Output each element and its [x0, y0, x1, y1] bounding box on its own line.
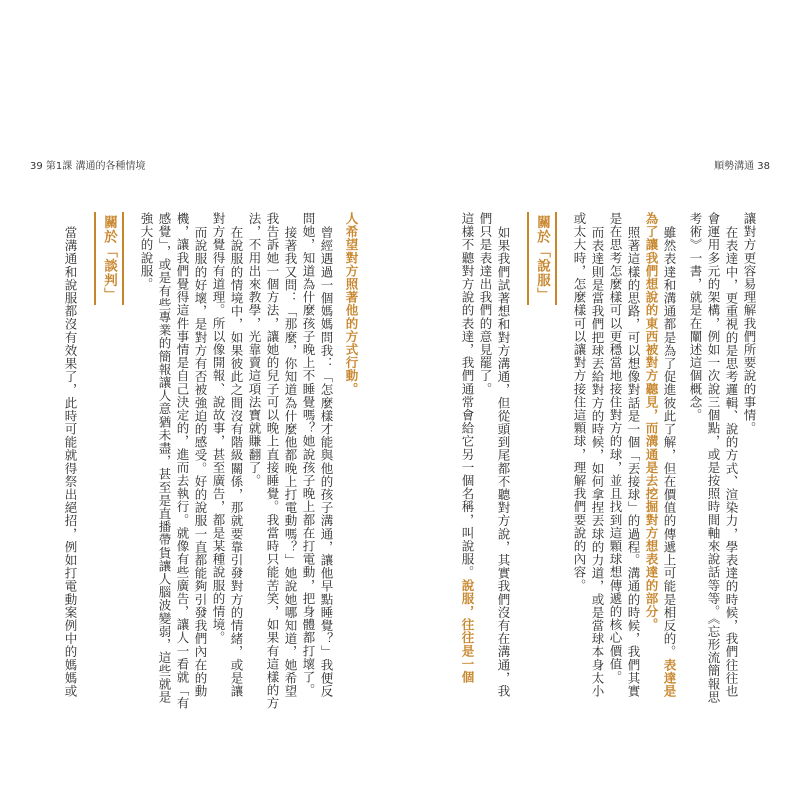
- page-header-right: 順勢溝通 38: [714, 161, 770, 172]
- body-column: [461, 212, 474, 684]
- body-column: 考術》一書，就是在闡述這個概念。: [688, 212, 703, 422]
- highlight-text: 表達是: [662, 658, 677, 698]
- body-column: 接著我又問：「那麼，你知道為什麼他都晚上打電動嗎？」她說她哪知道，她希望: [283, 226, 298, 698]
- body-column: [663, 226, 676, 698]
- body-column: 是在思考怎麼樣可以更穩當地接住對方的球，並且找到這顆球想傳遞的核心價值。: [608, 212, 623, 684]
- section-subheading: 人希望對方照著他的方式行動。: [344, 212, 359, 396]
- body-column: 曾經遇過一個媽媽問我：「怎麼樣才能與他的孩子溝通，讓他早點睡覺？」我便反: [319, 226, 334, 698]
- body-column: 機，讓我們覺得這件事情是自己決定的，進而去執行。就像有些廣告，讓人一看就「有: [175, 212, 190, 710]
- body-column: 感覺」，或是有些專業的簡報讓人意猶未盡，甚至是直播帶貨讓人腦波變弱，這些就是: [157, 212, 172, 704]
- body-column: 而表達則是當我們把球丟給對方的時候，如何拿捏丟球的力道，或是當球本身太小: [590, 226, 605, 698]
- body-column: 法，不用出來教學，光靠賣這項法寶就賺翻了。: [247, 212, 262, 488]
- body-text: 雖然表達和溝通都是為了促進彼此了解，但在價值的傳遞上可能是相反的。: [662, 226, 677, 659]
- body-column: 照著這樣的思路，可以想像對話是一個「丟接球」的過程。溝通的時候，我們其實: [626, 226, 641, 698]
- highlight-text: 說服，往往是一個: [460, 578, 475, 684]
- body-column: 問她，知道為什麼孩子晚上不睡覺嗎？她說孩子晚上都在打電動，把身體都打壞了。: [301, 212, 316, 697]
- body-column: 當溝通和說服都沒有效果了，此時可能就得祭出絕招，例如打電動案例中的媽媽或: [63, 226, 78, 698]
- body-column: 而說服的好壞，是對方有否被強迫的感受。好的說服一直都能夠引發我們內在的動: [193, 226, 208, 698]
- body-text: 這樣不聽對方說的表達，我們通常會給它另一個名稱，叫說服。: [460, 212, 475, 579]
- body-column: 強大的說服。: [139, 212, 154, 291]
- body-column: 在表達中，更重視的是思考邏輯、說的方式、渲染力，學表達的時候，我們往往也: [724, 226, 739, 698]
- body-column: 我告訴她一個方法，讓她的兒子可以晚上直接睡覺。我當時只能苦笑，如果有這樣的方: [265, 212, 280, 710]
- highlight-column: 為了讓我們想說的東西被對方聽見，而溝通是去挖掘對方想表達的部分。: [644, 212, 659, 632]
- body-column: 對方覺得有道理。所以像開報、說故事，甚至廣告，都是某種說服的情境。: [211, 212, 226, 645]
- body-column: 讓對方更容易理解我們所要說的事情。: [742, 212, 757, 435]
- body-column: 如果我們試著想和對方溝通，但從頭到尾都不聽對方說，其實我們沒有在溝通，我: [496, 226, 511, 698]
- body-column: 或太大時，怎麼樣可以讓對方接住這顆球，理解我們要說的內容。: [572, 212, 587, 592]
- body-column: 在說服的情境中，如果彼此之間沒有階級關係，那就要靠引發對方的情緒，或是讓: [229, 226, 244, 698]
- body-column: 們只是表達出我們的意見罷了。: [478, 212, 493, 396]
- body-column: 會運用多元的架構，例如一次說三個點，或是按照時間軸來說話等等。《忘形流簡報思: [706, 212, 721, 704]
- section-heading-persuade: 關於「說服」: [527, 212, 557, 305]
- page-header-left: 39 第1課 溝通的各種情境: [30, 161, 146, 172]
- section-heading-negotiate: 關於「談判」: [94, 212, 124, 305]
